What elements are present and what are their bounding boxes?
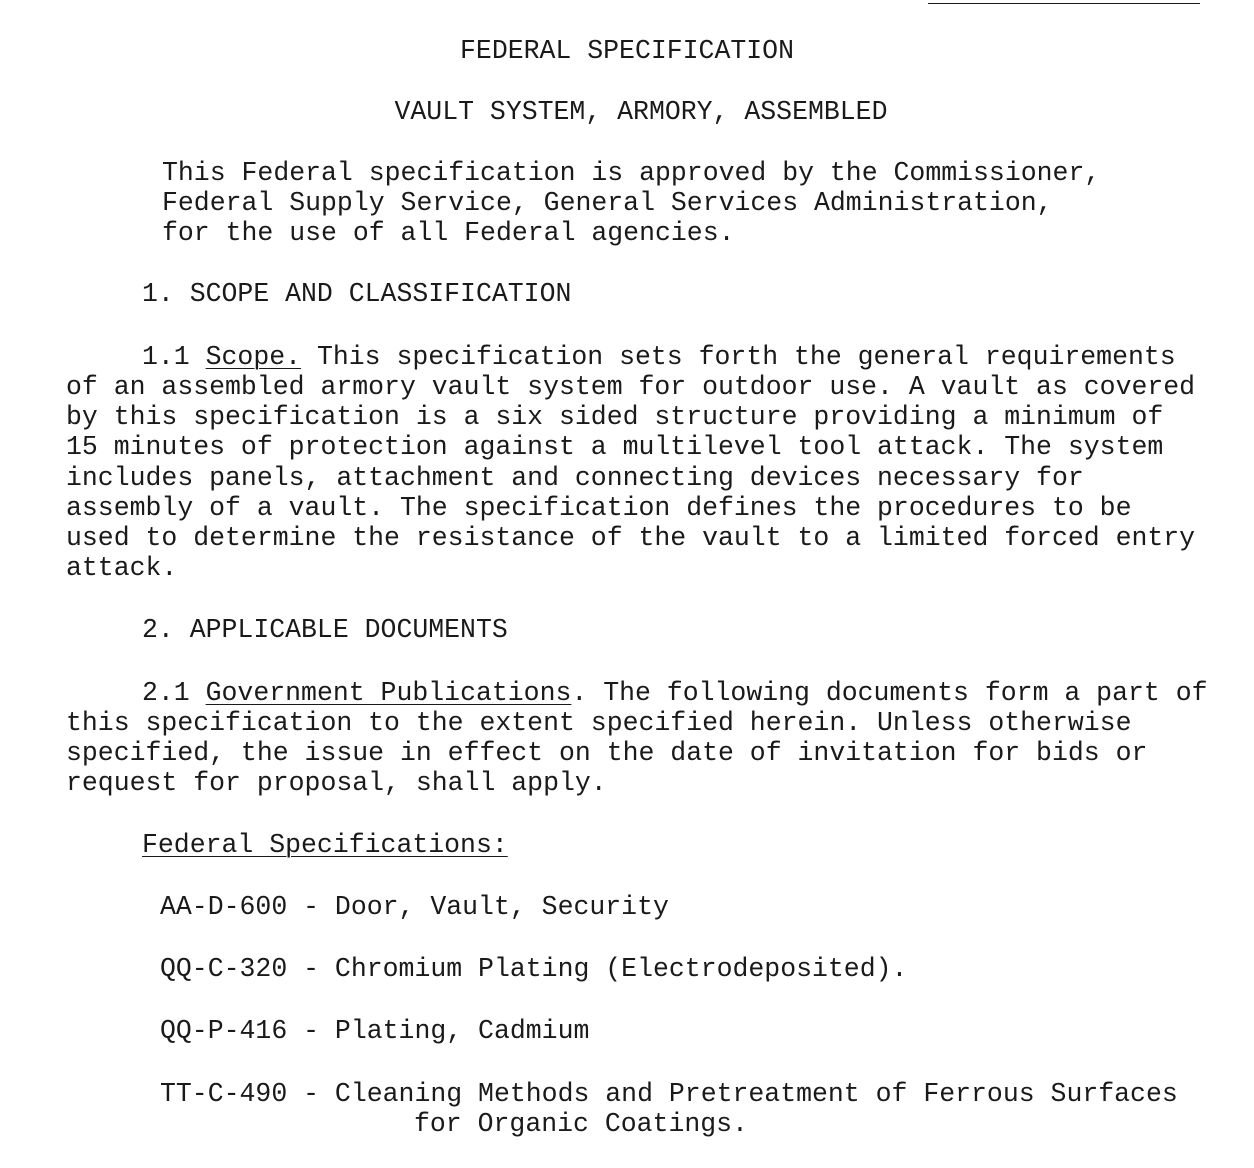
document-title: FEDERAL SPECIFICATION <box>460 36 794 66</box>
spec-list-item: TT-C-490 - Cleaning Methods and Pretreatment of Ferrous Surfaces <box>160 1079 1178 1109</box>
top-rule <box>928 3 1200 4</box>
spec-list-item: QQ-P-416 - Plating, Cadmium <box>160 1016 590 1046</box>
spec-list-item: AA-D-600 - Door, Vault, Security <box>160 892 669 922</box>
approval-line: for the use of all Federal agencies. <box>162 218 735 248</box>
section-1-heading: 1. SCOPE AND CLASSIFICATION <box>142 279 572 309</box>
paragraph-text: This specification sets forth the general requirements <box>301 342 1176 372</box>
approval-line: Federal Supply Service, General Services Administration, <box>162 188 1053 218</box>
paragraph-number: 1.1 <box>142 342 206 372</box>
document-subtitle: VAULT SYSTEM, ARMORY, ASSEMBLED <box>394 97 888 127</box>
spec-list-item: QQ-C-320 - Chromium Plating (Electrodeposited). <box>160 954 908 984</box>
paragraph-line: specified, the issue in effect on the date of invitation for bids or <box>66 738 1148 768</box>
paragraph-number: 2.1 <box>142 678 206 708</box>
paragraph-line: by this specification is a six sided structure providing a minimum of <box>66 402 1164 432</box>
approval-line: This Federal specification is approved by the Commissioner, <box>162 158 1101 188</box>
paragraph-line: assembly of a vault. The specification defines the procedures to be <box>66 493 1132 523</box>
paragraph-text: . The following documents form a part of <box>571 678 1208 708</box>
paragraph-line: request for proposal, shall apply. <box>66 768 607 798</box>
paragraph-title-government-publications: Government Publications <box>205 678 572 708</box>
paragraph-line: used to determine the resistance of the vault to a limited forced entry <box>66 523 1196 553</box>
federal-specifications-heading: Federal Specifications: <box>142 830 508 860</box>
paragraph-line: 15 minutes of protection against a multilevel tool attack. The system <box>66 432 1164 462</box>
paragraph-line: of an assembled armory vault system for outdoor use. A vault as covered <box>66 372 1196 402</box>
paragraph-line: includes panels, attachment and connecting devices necessary for <box>66 463 1084 493</box>
spec-list-item-continuation: for Organic Coatings. <box>414 1109 748 1139</box>
paragraph-title-scope: Scope. <box>205 342 302 372</box>
paragraph-line: attack. <box>66 553 178 583</box>
paragraph-line: this specification to the extent specified herein. Unless otherwise <box>66 708 1132 738</box>
section-2-heading: 2. APPLICABLE DOCUMENTS <box>142 615 508 645</box>
